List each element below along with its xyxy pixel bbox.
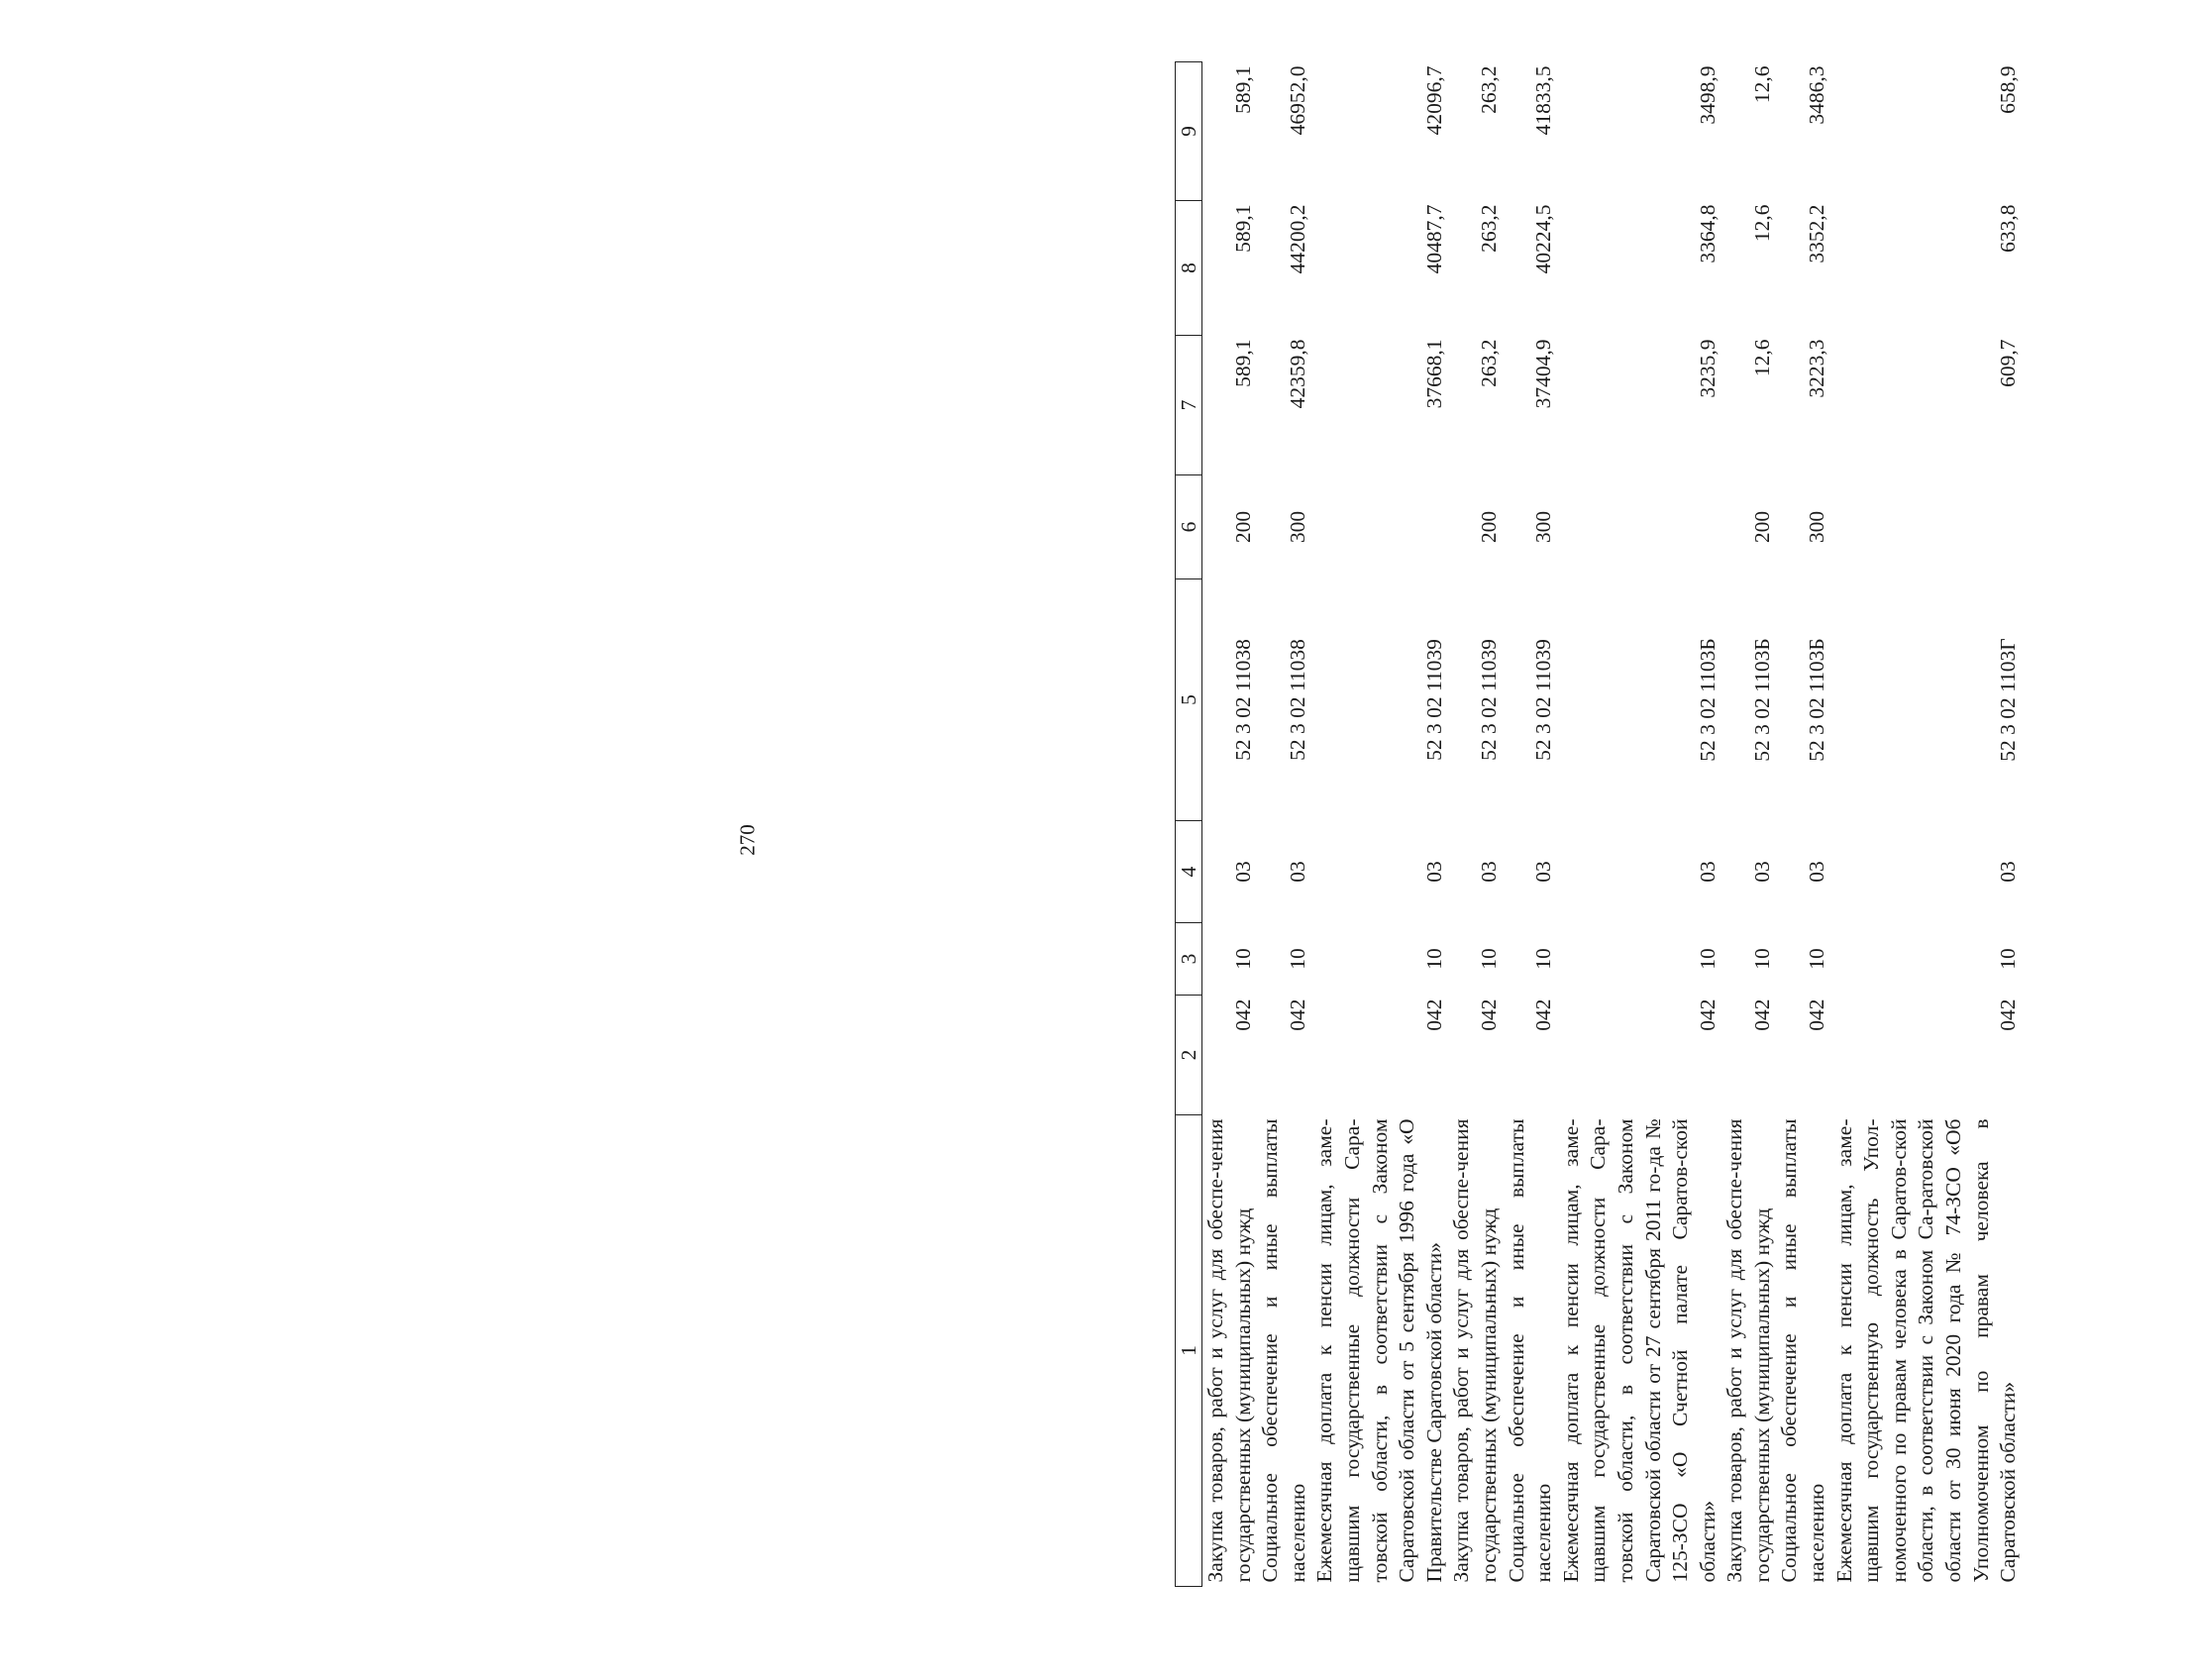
table-row [1776, 62, 1830, 1587]
amount-col-7: 3235,9 [1695, 339, 1720, 398]
amount-col-8: 3364,8 [1695, 204, 1720, 263]
section-code: 10 [1230, 948, 1255, 970]
amount-col-9: 658,9 [1996, 65, 2021, 114]
expense-type-code: 200 [1749, 510, 1774, 544]
section-code: 10 [1476, 948, 1501, 970]
expense-type-code: 300 [1285, 510, 1309, 544]
ministry-code: 042 [1421, 998, 1446, 1031]
col-header-5: 5 [1176, 579, 1202, 821]
table-row [1558, 62, 1722, 1587]
table-row [1504, 62, 1558, 1587]
table-row [1831, 62, 2023, 1587]
table-row [1202, 62, 1258, 1587]
budget-table [1175, 61, 2023, 1587]
row-description: Ежемесячная доплата к пенсии лицам, заме-щавшим государственные должности Сара-товской области, в соответствии с Законом Саратовской области от 27 сентября 2011 го-да № 125-ЗСО «О Счетной палате Саратов-ской области» [1558, 1118, 1720, 1583]
amount-col-8: 40224,5 [1531, 204, 1556, 274]
subsection-code: 03 [1421, 861, 1446, 883]
target-article-code: 52 3 02 11038 [1285, 639, 1309, 761]
section-code: 10 [1695, 948, 1720, 970]
col-header-8: 8 [1176, 201, 1202, 336]
col-header-2: 2 [1176, 996, 1202, 1115]
subsection-code: 03 [1230, 861, 1255, 883]
section-code: 10 [1996, 948, 2021, 970]
table-row [1448, 62, 1503, 1587]
subsection-code: 03 [1805, 861, 1829, 883]
expense-type-code: 200 [1476, 510, 1501, 544]
amount-col-7: 12,6 [1749, 339, 1774, 377]
subsection-code: 03 [1285, 861, 1309, 883]
row-description: Социальное обеспечение и иные выплаты населению [1504, 1118, 1556, 1583]
amount-col-9: 12,6 [1749, 65, 1774, 104]
target-article-code: 52 3 02 1103Б [1805, 638, 1829, 762]
ministry-code: 042 [1476, 998, 1501, 1031]
amount-col-8: 589,1 [1230, 204, 1255, 253]
table-row [1721, 62, 1776, 1587]
ministry-code: 042 [1285, 998, 1309, 1031]
amount-col-7: 589,1 [1230, 339, 1255, 387]
row-description: Ежемесячная доплата к пенсии лицам, заме-щавшим государственные должности Сара-товской области, в соответствии с Законом Саратовской области от 5 сентября 1996 года «О Правительстве Саратовской области» [1312, 1118, 1446, 1583]
target-article-code: 52 3 02 11039 [1421, 639, 1446, 761]
amount-col-8: 3352,2 [1805, 204, 1829, 263]
target-article-code: 52 3 02 1103Г [1996, 638, 2021, 762]
row-description: Социальное обеспечение и иные выплаты населению [1777, 1118, 1829, 1583]
amount-col-7: 3223,3 [1805, 339, 1829, 398]
amount-col-9: 3498,9 [1695, 65, 1720, 125]
amount-col-9: 589,1 [1230, 65, 1255, 114]
section-code: 10 [1285, 948, 1309, 970]
amount-col-8: 12,6 [1749, 204, 1774, 243]
target-article-code: 52 3 02 11038 [1230, 639, 1255, 761]
amount-col-8: 44200,2 [1285, 204, 1309, 274]
subsection-code: 03 [1476, 861, 1501, 883]
expense-type-code [1311, 475, 1448, 579]
column-number-header [1176, 62, 1202, 1587]
expense-type-code: 300 [1805, 510, 1829, 544]
col-header-3: 3 [1176, 923, 1202, 996]
amount-col-7: 37668,1 [1421, 339, 1446, 409]
target-article-code: 52 3 02 11039 [1476, 639, 1501, 761]
amount-col-9: 3486,3 [1805, 65, 1829, 125]
expense-type-code: 200 [1230, 510, 1255, 544]
amount-col-9: 46952,0 [1285, 65, 1309, 136]
amount-col-7: 42359,8 [1285, 339, 1309, 409]
subsection-code: 03 [1695, 861, 1720, 883]
target-article-code: 52 3 02 1103Б [1695, 638, 1720, 762]
subsection-code: 03 [1996, 861, 2021, 883]
amount-col-8: 633,8 [1996, 204, 2021, 253]
section-code: 10 [1421, 948, 1446, 970]
ministry-code: 042 [1695, 998, 1720, 1031]
row-description: Закупка товаров, работ и услуг для обеспе-чения государственных (муниципальных) нужд [1449, 1118, 1501, 1583]
col-header-6: 6 [1176, 475, 1202, 579]
amount-col-7: 609,7 [1996, 339, 2021, 387]
col-header-9: 9 [1176, 62, 1202, 201]
ministry-code: 042 [1805, 998, 1829, 1031]
row-description: Закупка товаров, работ и услуг для обеспе-чения государственных (муниципальных) нужд [1722, 1118, 1774, 1583]
subsection-code: 03 [1749, 861, 1774, 883]
expense-type-code [1558, 475, 1722, 579]
section-code: 10 [1805, 948, 1829, 970]
rotated-table-container [1175, 62, 2189, 1587]
row-description: Социальное обеспечение и иные выплаты населению [1258, 1118, 1309, 1583]
amount-col-9: 42096,7 [1421, 65, 1446, 136]
target-article-code: 52 3 02 11039 [1531, 639, 1556, 761]
ministry-code: 042 [1749, 998, 1774, 1031]
amount-col-7: 37404,9 [1531, 339, 1556, 409]
amount-col-9: 263,2 [1476, 65, 1501, 114]
table-row [1257, 62, 1311, 1587]
col-header-7: 7 [1176, 336, 1202, 475]
row-description: Закупка товаров, работ и услуг для обеспе-чения государственных (муниципальных) нужд [1203, 1118, 1255, 1583]
amount-col-9: 41833,5 [1531, 65, 1556, 136]
ministry-code: 042 [1996, 998, 2021, 1031]
subsection-code: 03 [1531, 861, 1556, 883]
ministry-code: 042 [1531, 998, 1556, 1031]
page-number: 270 [735, 824, 760, 856]
section-code: 10 [1531, 948, 1556, 970]
row-description: Ежемесячная доплата к пенсии лицам, заме-щавшим государственную должность Упол-номоченного по правам человека в Саратов-ской области, в соответствии с Законом Са-ратовской области от 30 июня 2020 года № 74-ЗСО «Об Уполномоченном по правам человека в Саратовской области» [1831, 1118, 2021, 1583]
ministry-code: 042 [1230, 998, 1255, 1031]
expense-type-code [1831, 475, 2023, 579]
expense-type-code: 300 [1531, 510, 1556, 544]
amount-col-8: 263,2 [1476, 204, 1501, 253]
amount-col-8: 40487,7 [1421, 204, 1446, 274]
section-code: 10 [1749, 948, 1774, 970]
target-article-code: 52 3 02 1103Б [1749, 638, 1774, 762]
col-header-1: 1 [1176, 1115, 1202, 1587]
table-row [1311, 62, 1448, 1587]
amount-col-7: 263,2 [1476, 339, 1501, 387]
col-header-4: 4 [1176, 821, 1202, 923]
